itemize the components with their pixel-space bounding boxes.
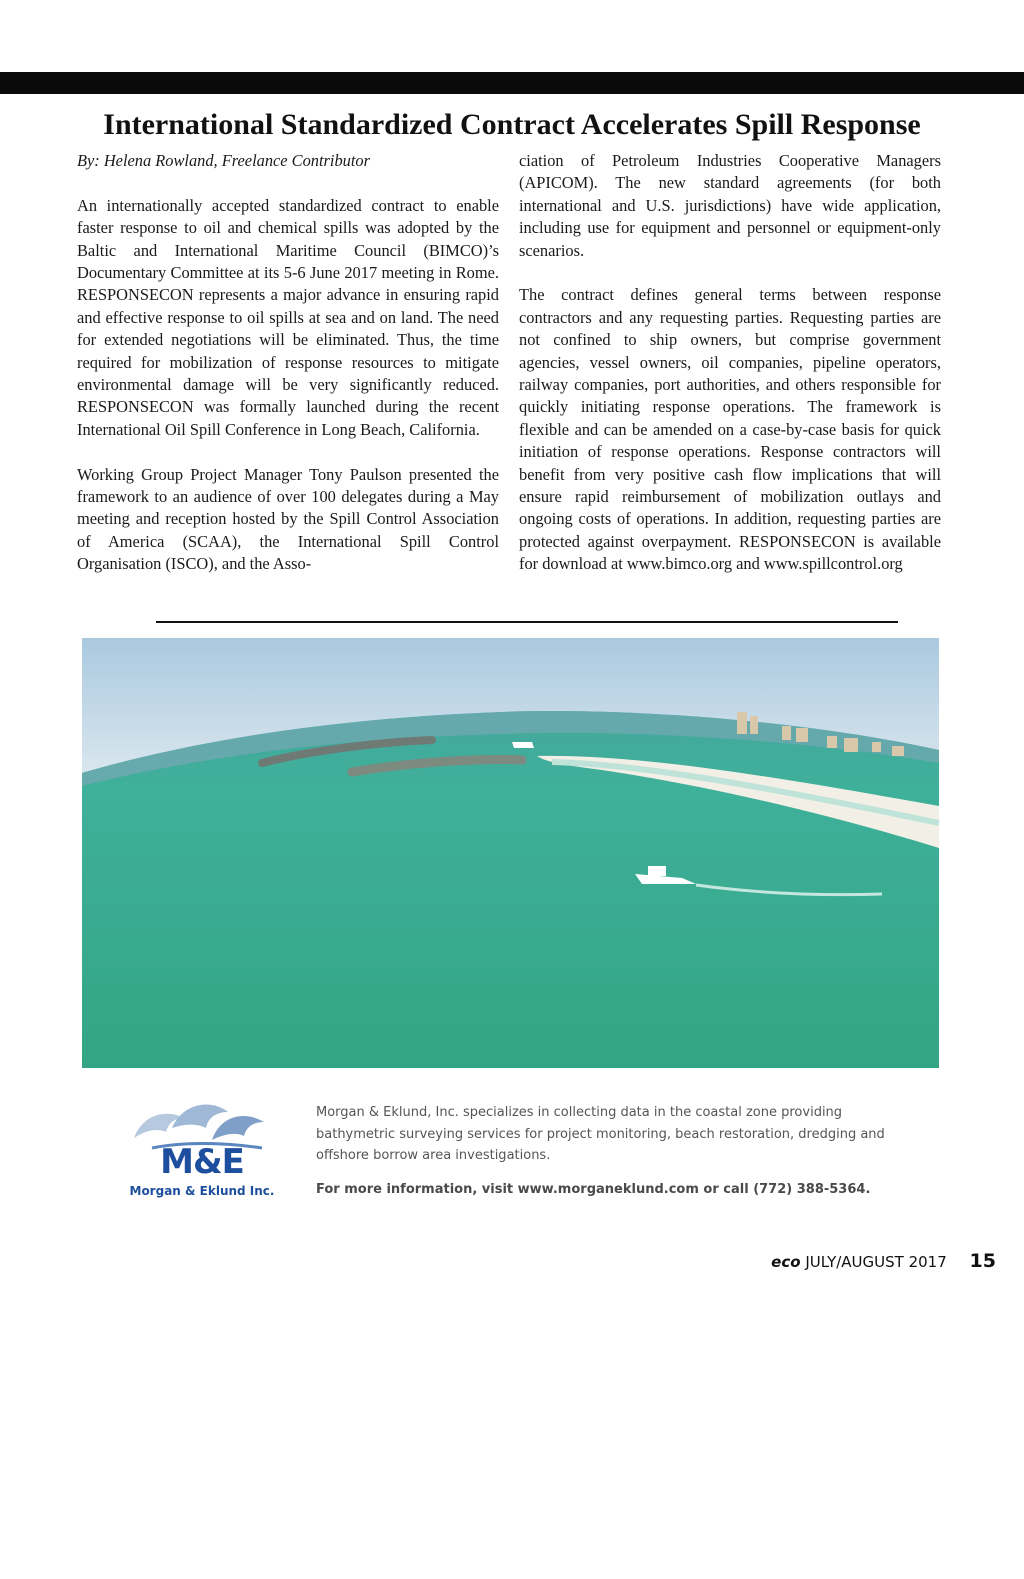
- divider-rule: [156, 621, 898, 623]
- logo-mark: M&E: [160, 1142, 244, 1182]
- byline: By: Helena Rowland, Freelance Contributor: [77, 151, 370, 170]
- page-footer: [771, 1250, 996, 1272]
- issue-date: JULY/AUGUST 2017: [805, 1253, 947, 1271]
- aerial-coast-image: [82, 638, 939, 1068]
- ad-contact: For more information, visit www.morganeklund.com or call (772) 388-5364.: [316, 1181, 871, 1197]
- ad-text: [316, 1102, 916, 1200]
- article-column-left: [77, 150, 499, 576]
- ad-tagline: [204, 1483, 613, 1579]
- article-paragraph: The contract defines general terms between response contractors and any requesting parties. Requesting parties are not confined to ship owners, but comprise government agencies, vessel owners, oil companies, pipeline operators, railway companies, port authorities, and others responsible for quickly initiating response operations. The framework is flexible and can be amended on a case-by-case basis for quick initiation of response operations. Response contractors will benefit from very positive cash flow implications that will ensure rapid reimbursement of mobilization outlays and ongoing costs of operations. In addition, requesting parties are protected against overpayment. RESPONSECON is available for download at www.bimco.org and www.spillcontrol.org: [519, 285, 941, 574]
- ad-description: Morgan & Eklund, Inc. specializes in collecting data in the coastal zone providing bathymetric surveying services for project monitoring, beach restoration, dredging and offshore borrow area investigations.: [316, 1105, 885, 1163]
- page-number: 15: [969, 1250, 996, 1272]
- article-paragraph: ciation of Petroleum Industries Cooperative Managers (APICOM). The new standard agreements (for both international and U.S. jurisdictions) have wide application, including use for equipment and personnel or equipment-only scenarios.: [519, 151, 941, 260]
- ad-tagline-line: Surveying the coast for: [204, 1486, 614, 1527]
- article-title: International Standardized Contract Accelerates Spill Response: [103, 108, 921, 141]
- article-column-right: [519, 150, 941, 576]
- article-paragraph: Working Group Project Manager Tony Paulson presented the framework to an audience of over 100 delegates during a May meeting and reception hosted by the Spill Control Association of America (SCAA), the International Spill Control Organisation (ISCO), and the Asso-: [77, 464, 499, 574]
- ad-tagline-line: more than 30 years.: [204, 1534, 561, 1575]
- logo-name: Morgan & Eklund Inc.: [129, 1184, 275, 1198]
- magazine-name: eco: [771, 1253, 801, 1271]
- company-logo: [112, 1098, 292, 1202]
- header-bar: [0, 72, 1024, 94]
- article-paragraph: An internationally accepted standardized contract to enable faster response to oil and chemical spills was adopted by the Baltic and International Maritime Council (BIMCO)’s Documentary Committee at its 5-6 June 2017 meeting in Rome. RESPONSECON represents a major advance in ensuring rapid and effective response to oil spills at sea and on land. The need for extended negotiations will be eliminated. Thus, the time required for mobilization of response resources to mitigate environmental damage will be very significantly reduced. RESPONSECON was formally launched during the recent International Oil Spill Conference in Long Beach, California.: [77, 195, 499, 439]
